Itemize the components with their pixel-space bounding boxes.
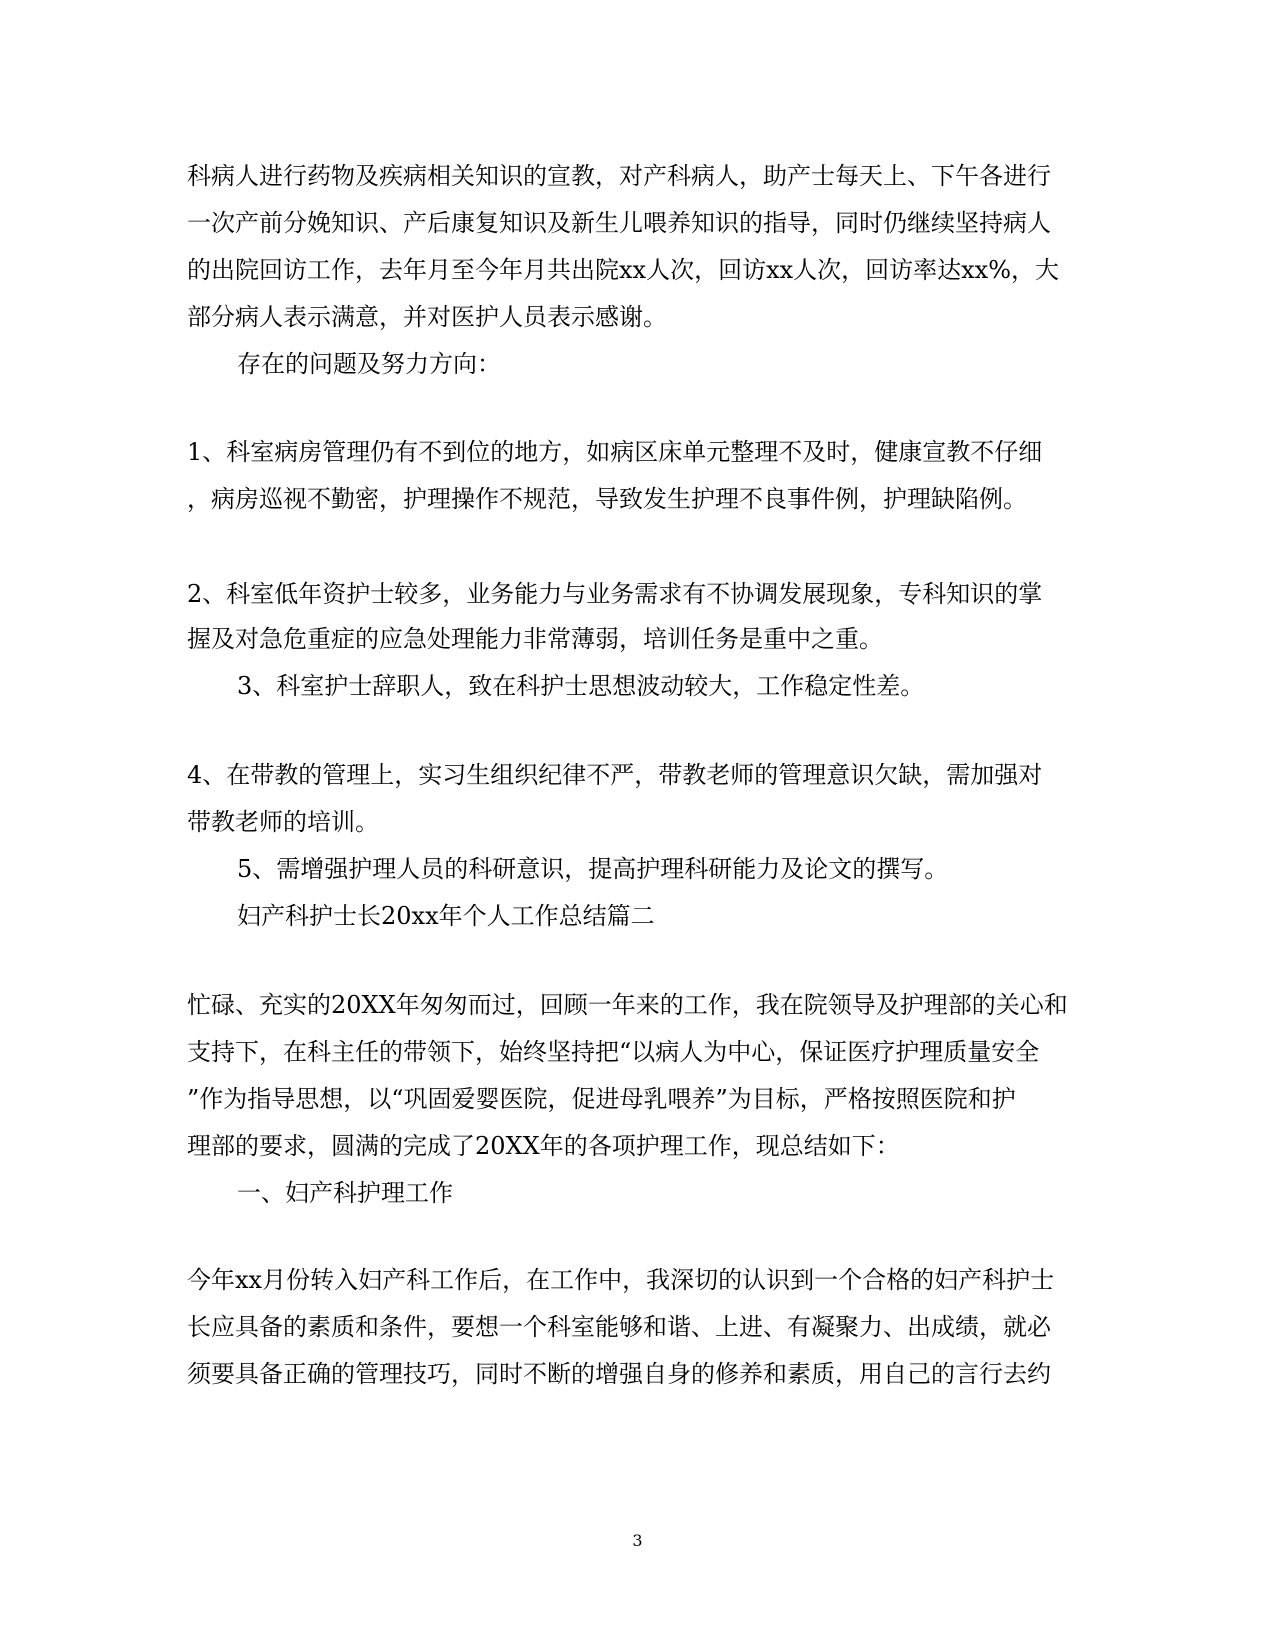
text-line: 长应具备的素质和条件，要想一个科室能够和谐、上进、有凝聚力、出成绩，就必 (187, 1313, 1051, 1341)
text-line: 3、科室护士辞职人，致在科护士思想波动较大，工作稳定性差。 (237, 672, 925, 700)
text-line: 忙碌、充实的20XX年匆匆而过，回顾一年来的工作，我在院领导及护理部的关心和 (187, 991, 1068, 1019)
text-line: 部分病人表示满意，并对医护人员表示感谢。 (187, 303, 667, 331)
text-line: 带教老师的培训。 (187, 808, 379, 836)
text-line: 理部的要求，圆满的完成了20XX年的各项护理工作，现总结如下： (187, 1132, 900, 1160)
text-line: 1、科室病房管理仍有不到位的地方，如病区床单元整理不及时，健康宣教不仔细 (187, 438, 1043, 466)
text-line: 4、在带教的管理上，实习生组织纪律不严，带教老师的管理意识欠缺，需加强对 (187, 761, 1043, 789)
text-line: 支持下，在科主任的带领下，始终坚持把“以病人为中心，保证医疗护理质量安全 (187, 1038, 1040, 1066)
text-line: 2、科室低年资护士较多，业务能力与业务需求有不协调发展现象，专科知识的掌 (187, 580, 1043, 608)
page-number: 3 (632, 1531, 643, 1550)
section-heading: 存在的问题及努力方向： (237, 350, 501, 378)
section-title: 妇产科护士长20xx年个人工作总结篇二 (237, 902, 655, 930)
text-line: 科病人进行药物及疾病相关知识的宣教，对产科病人，助产士每天上、下午各进行 (187, 162, 1051, 190)
text-line: 5、需增强护理人员的科研意识，提高护理科研能力及论文的撰写。 (237, 855, 949, 883)
text-line: ”作为指导思想，以“巩固爱婴医院，促进母乳喂养”为目标，严格按照医院和护 (187, 1085, 1016, 1113)
text-line: 的出院回访工作，去年月至今年月共出院xx人次，回访xx人次，回访率达xx%，大 (187, 256, 1060, 284)
text-line: 握及对急危重症的应急处理能力非常薄弱，培训任务是重中之重。 (187, 625, 883, 653)
text-line: ，病房巡视不勤密，护理操作不规范，导致发生护理不良事件例，护理缺陷例。 (187, 485, 1027, 513)
text-line: 须要具备正确的管理技巧，同时不断的增强自身的修养和素质，用自己的言行去约 (187, 1360, 1051, 1388)
text-line: 一次产前分娩知识、产后康复知识及新生儿喂养知识的指导，同时仍继续坚持病人 (187, 209, 1051, 237)
section-heading: 一、妇产科护理工作 (237, 1179, 453, 1207)
text-line: 今年xx月份转入妇产科工作后，在工作中，我深切的认识到一个合格的妇产科护士 (187, 1266, 1055, 1294)
